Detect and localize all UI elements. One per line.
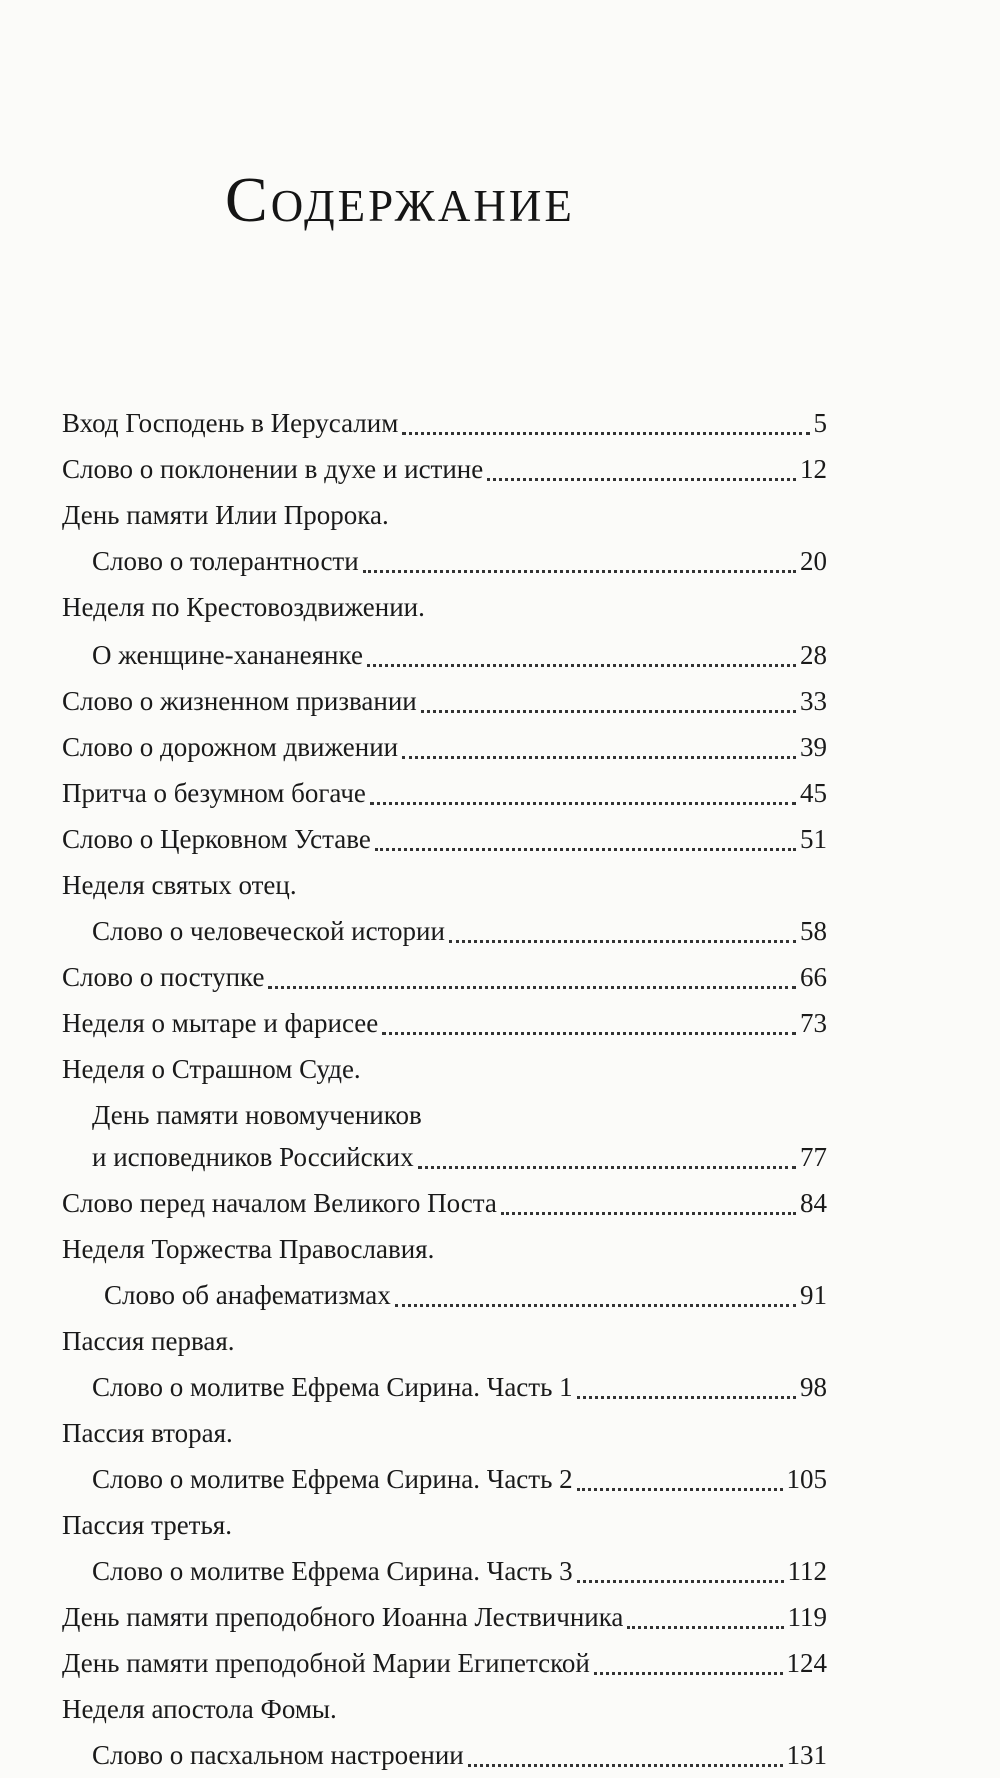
toc-entry[interactable] [92,538,827,584]
toc-entry[interactable] [92,908,827,954]
toc-entry-title: Слово об анафематизмах [104,1280,391,1310]
toc-entry[interactable] [92,1548,827,1594]
toc-entry-title: Слово о толерантности [92,546,359,576]
toc-entry-page: 20 [800,546,827,576]
dot-leader [594,1672,783,1675]
dot-leader [395,1304,796,1307]
dot-leader [375,848,796,851]
dot-leader [367,664,796,667]
toc-entry-title: Вход Господень в Иерусалим [62,408,399,438]
toc-entry[interactable] [92,632,827,678]
toc-entry-page: 131 [786,1740,827,1770]
toc-entry-title: Слово о жизненном призвании [62,686,417,716]
dot-leader [268,986,796,989]
toc-entry[interactable] [92,1456,827,1502]
toc-entry-page: 66 [800,962,827,992]
toc-entry-title: День памяти преподобной Марии Египетской [62,1648,590,1678]
toc-entry-title: Слово о поклонении в духе и истине [62,454,484,484]
toc-entry-title: Слово о молитве Ефрема Сирина. Часть 3 [92,1556,573,1586]
toc-heading: Неделя о Страшном Суде. [62,1054,361,1084]
toc-heading: Пассия третья. [62,1510,232,1540]
dot-leader [487,478,796,481]
toc-entry-page: 84 [800,1188,827,1218]
toc-entry-title: Притча о безумном богаче [62,778,366,808]
dot-leader [577,1488,783,1491]
toc-entry-page: 12 [800,454,827,484]
toc-entry-title: Слово о поступке [62,962,265,992]
toc-entry[interactable] [104,1272,827,1318]
toc-heading: Пассия вторая. [62,1418,233,1448]
dot-leader [382,1032,796,1035]
toc-entry-title: Слово перед началом Великого Поста [62,1188,497,1218]
toc-entry-page: 119 [787,1602,827,1632]
toc-entry-title: Слово о дорожном движении [62,732,399,762]
toc-entry-page: 105 [786,1464,827,1494]
toc-entry-page: 33 [800,686,827,716]
dot-leader [577,1396,796,1399]
toc-entry[interactable] [92,1134,827,1180]
toc-entry[interactable] [62,400,827,446]
toc-entry-title: Слово о человеческой истории [92,916,445,946]
toc-entry-title: День памяти преподобного Иоанна Лествичника [62,1602,624,1632]
toc-entry[interactable] [62,446,827,492]
toc-heading: День памяти Илии Пророка. [62,500,389,530]
dot-leader [402,756,796,759]
dot-leader [370,802,796,805]
toc-entry[interactable] [62,816,827,862]
toc-entry[interactable] [62,1000,827,1046]
toc-heading: День памяти новомучеников [92,1100,422,1130]
toc-heading: Неделя по Крестовоздвижении. [62,592,425,622]
toc-entry-page: 39 [800,732,827,762]
toc-entry-page: 112 [787,1556,827,1586]
toc-entry[interactable] [62,1640,827,1686]
toc-entry[interactable] [62,954,827,1000]
toc-heading: Неделя апостола Фомы. [62,1694,337,1724]
toc-entry-page: 124 [786,1648,827,1678]
toc-heading: Пассия первая. [62,1326,235,1356]
toc-entry[interactable] [62,1594,827,1640]
toc-entry-page: 98 [800,1372,827,1402]
toc-entry-title: Слово о молитве Ефрема Сирина. Часть 1 [92,1372,573,1402]
toc-entry-page: 58 [800,916,827,946]
dot-leader [449,940,796,943]
toc-entry-page: 51 [800,824,827,854]
dot-leader [418,1166,796,1169]
toc-entry-title: и исповедников Российских [92,1142,414,1172]
toc-entry[interactable] [62,770,827,816]
dot-leader [363,570,796,573]
dot-leader [501,1212,796,1215]
dot-leader [627,1626,783,1629]
toc-entry-title: О женщине-хананеянке [92,640,363,670]
toc-entry[interactable] [92,1364,827,1410]
toc-entry[interactable] [92,1732,827,1778]
toc-entry[interactable] [62,724,827,770]
toc-entry-title: Слово о молитве Ефрема Сирина. Часть 2 [92,1464,573,1494]
toc-entry-page: 45 [800,778,827,808]
toc-entry-title: Неделя о мытаре и фарисее [62,1008,379,1038]
toc-entry-page: 28 [800,640,827,670]
toc-entry-page: 73 [800,1008,827,1038]
toc-heading: Неделя святых отец. [62,870,297,900]
dot-leader [468,1764,783,1767]
toc-entry[interactable] [62,678,827,724]
toc-entry-page: 5 [813,408,827,438]
toc-heading: Неделя Торжества Православия. [62,1234,435,1264]
toc-entry-title: Слово о Церковном Уставе [62,824,371,854]
dot-leader [402,432,809,435]
toc-entry-page: 77 [800,1142,827,1172]
page-title: Содержание [225,163,575,235]
toc-entry-page: 91 [800,1280,827,1310]
toc-entry[interactable] [62,1180,827,1226]
dot-leader [421,710,796,713]
dot-leader [577,1580,784,1583]
toc-entry-title: Слово о пасхальном настроении [92,1740,464,1770]
